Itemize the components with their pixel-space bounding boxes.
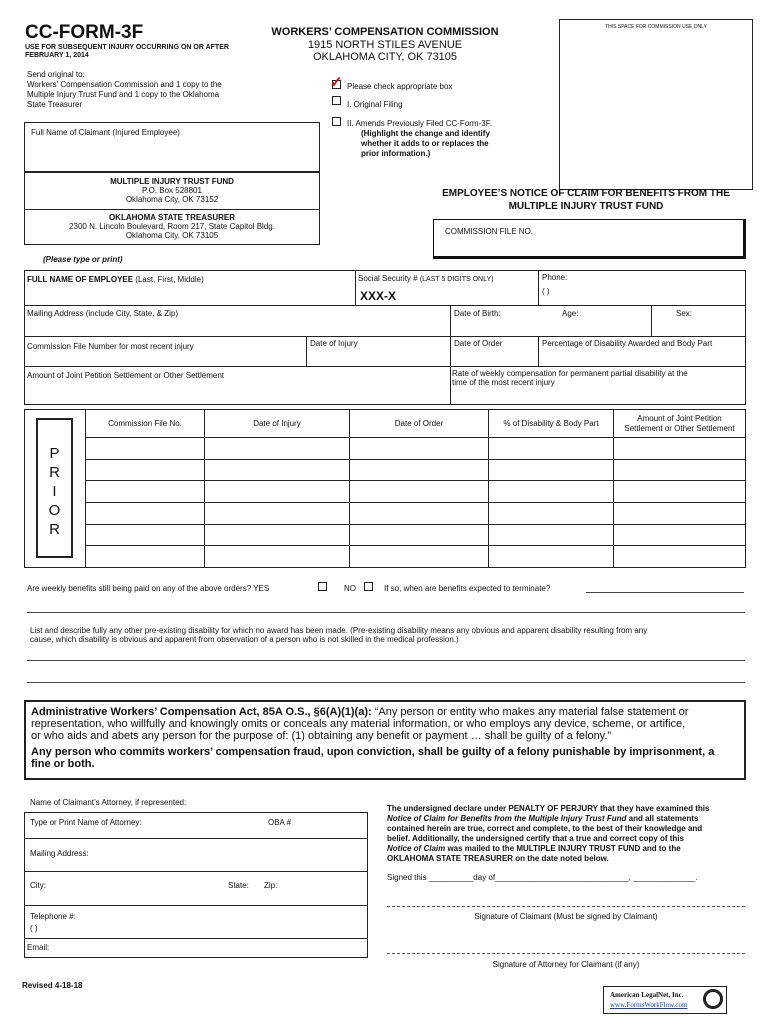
send-line-2: Workers’ Compensation Commission and 1 copy to the	[27, 80, 222, 89]
prior-header-doi: Date of Injury	[205, 410, 350, 438]
mitf-line-2: Oklahoma City, OK 73152	[125, 195, 219, 204]
table-row[interactable]	[86, 524, 746, 546]
use-for-date: FEBRUARY 1, 2014	[25, 52, 89, 59]
attorney-telephone-label[interactable]: Telephone #:	[30, 912, 76, 921]
ssn-hint: (LAST 5 DIGITS ONLY)	[419, 276, 494, 283]
statute-line-3: or who aids and abets any person for the purpose of: (1) obtaining any benefit or payment … shall be guilty of a felony.”	[31, 730, 612, 742]
attorney-telephone-paren[interactable]: ( )	[30, 924, 38, 933]
oba-label[interactable]: OBA #	[268, 818, 292, 827]
attorney-city-label[interactable]: City:	[30, 881, 46, 890]
table-row[interactable]	[86, 459, 746, 481]
statute-line-2: representation, who willfully and knowingly omits or conceals any material information, or who employs any device, scheme, or artifice,	[31, 718, 686, 730]
mitf-title: MULTIPLE INJURY TRUST FUND	[110, 177, 234, 186]
attorney-mailing-label[interactable]: Mailing Address:	[30, 849, 89, 858]
attorney-zip-label[interactable]: Zip:	[264, 881, 278, 890]
attorney-heading: Name of Claimant’s Attorney, if represented:	[30, 798, 187, 807]
cfn-recent-label[interactable]: Commission File Number for most recent injury	[27, 342, 194, 351]
mitf-address-box	[24, 172, 320, 210]
full-name-hint: (Last, First, Middle)	[133, 275, 204, 284]
prior-header-doo: Date of Order	[350, 410, 489, 438]
prior-header-disability: % of Disability & Body Part	[489, 410, 614, 438]
preexisting-line-2: cause, which disability is obvious and apparent from observation of a person who is not skilled in the medical profession.)	[30, 635, 459, 644]
please-type-note: (Please type or print)	[43, 255, 123, 264]
prior-table	[85, 409, 746, 568]
form-id: CC-FORM-3F	[25, 22, 144, 43]
attorney-email-label[interactable]: Email:	[27, 943, 50, 952]
treasurer-line-2: Oklahoma City, OK 73105	[125, 231, 219, 240]
claimant-name-label: Full Name of Claimant (Injured Employee)	[31, 128, 180, 137]
send-line-3: Multiple Injury Trust Fund and 1 copy to the Oklahoma	[27, 90, 220, 99]
agency-address-1: 1915 NORTH STILES AVENUE	[307, 39, 463, 51]
rate-weekly-label-2: time of the most recent injury	[452, 378, 555, 387]
send-line-4: State Treasurer	[27, 100, 83, 109]
option-amends: II. Amends Previously Filed CC-Form-3F.	[347, 119, 492, 128]
attorney-name-label[interactable]: Type or Print Name of Attorney:	[30, 818, 142, 827]
checkbox-original-filing[interactable]	[332, 96, 341, 105]
attorney-signature-line[interactable]	[387, 953, 745, 954]
notice-title-2: MULTIPLE INJURY TRUST FUND	[508, 201, 664, 212]
checkbox-no[interactable]	[364, 582, 373, 591]
full-name-field[interactable]	[27, 275, 204, 284]
terminate-label: If so, when are benefits expected to terminate?	[384, 584, 551, 593]
agency-address-2: OKLAHOMA CITY, OK 73105	[312, 51, 458, 63]
treasurer-title: OKLAHOMA STATE TREASURER	[108, 213, 236, 222]
checkbox-yes[interactable]	[318, 582, 327, 591]
commission-use-label: THIS SPACE FOR COMMISSION USE ONLY	[605, 24, 707, 30]
use-for-text: USE FOR SUBSEQUENT INJURY OCCURRING ON OR AFTER	[25, 44, 229, 51]
age-label[interactable]: Age:	[562, 309, 579, 318]
statute-cite: Administrative Workers’ Compensation Act, 85A O.S., §6(A)(1)(a):	[31, 706, 372, 718]
send-line-1: Send original to:	[27, 70, 85, 79]
dob-label[interactable]: Date of Birth:	[454, 309, 501, 318]
prior-letters: P R I O R	[48, 445, 61, 538]
phone-label: Phone:	[542, 273, 568, 282]
treasurer-address-box	[24, 209, 320, 245]
doo-label[interactable]: Date of Order	[454, 339, 503, 348]
ssn-prefix: XXX-X	[360, 289, 397, 303]
publisher-logo-icon	[703, 989, 723, 1009]
claimant-signature-label: Signature of Claimant (Must be signed by Claimant)	[474, 912, 658, 921]
revised-date: Revised 4-18-18	[22, 981, 83, 990]
attorney-signature-label: Signature of Attorney for Claimant (if any)	[492, 960, 640, 969]
benefits-no-label: NO	[344, 584, 356, 593]
statute-line-1: Administrative Workers’ Compensation Act, 85A O.S., §6(A)(1)(a): “Any person or entity who makes any material false statement or	[31, 706, 689, 718]
preexisting-field-1[interactable]	[27, 660, 745, 661]
sex-label[interactable]: Sex:	[676, 309, 693, 318]
full-name-label: FULL NAME OF EMPLOYEE	[27, 275, 134, 284]
benefits-question: Are weekly benefits still being paid on any of the above orders? YES	[27, 584, 270, 593]
agency-name: WORKERS’ COMPENSATION COMMISSION	[271, 26, 499, 38]
ssn-label: Social Security #	[358, 274, 420, 283]
option-original-filing: I. Original Filing	[347, 100, 403, 109]
fraud-warning-2: fine or both.	[31, 758, 95, 770]
claimant-name-field[interactable]	[24, 122, 320, 172]
notice-title-1: EMPLOYEE’S NOTICE OF CLAIM FOR BENEFITS FROM THE	[442, 188, 730, 199]
attorney-box	[24, 812, 368, 958]
terminate-field[interactable]	[586, 592, 744, 593]
mailing-address-label[interactable]: Mailing Address (include City, State, & Zip)	[27, 309, 179, 318]
checkbox-amends[interactable]	[332, 117, 341, 126]
pct-disability-label[interactable]: Percentage of Disability Awarded and Body Part	[542, 339, 713, 348]
checkmark-icon: ✓	[330, 74, 343, 91]
claimant-signature-line[interactable]	[387, 906, 745, 907]
joint-petition-label[interactable]: Amount of Joint Petition Settlement or Other Settlement	[27, 371, 224, 380]
table-row[interactable]	[86, 546, 746, 568]
fraud-warning-1: Any person who commits workers’ compensation fraud, upon conviction, shall be guilty of a felony punishable by imprisonment, a	[31, 746, 715, 758]
option-amends-line-2: (Highlight the change and identify	[361, 129, 490, 138]
doi-label[interactable]: Date of Injury	[310, 339, 358, 348]
prior-header-settlement: Amount of Joint Petition Settlement or Other Settlement	[614, 410, 746, 438]
ssn-field[interactable]	[358, 274, 493, 283]
prior-label-box	[36, 418, 73, 558]
publisher-name: American LegalNet, Inc.	[610, 991, 684, 999]
preexisting-line-1: List and describe fully any other pre-existing disability for which no award has been made. (Pre-existing disability means any obvious and apparent disability resulting from any	[30, 626, 648, 635]
commission-file-no-field[interactable]	[433, 219, 746, 259]
declaration-text: The undersigned declare under PENALTY OF PERJURY that they have examined this Notice of Claim for Benefits from the Multiple Injury Trust Fund and all statements contained herein are true, correct and complete, to the best of their knowledge and belief. Additionally, the undersigned certify that a true and correct copy of this Notice of Claim was mailed to the MULTIPLE INJURY TRUST FUND and to the OKLAHOMA STATE TREASURER on the date noted below.	[387, 804, 710, 863]
option-amends-line-4: prior information.)	[361, 149, 431, 158]
table-row[interactable]	[86, 502, 746, 524]
option-amends-line-3: whether it adds to or replaces the	[361, 139, 489, 148]
treasurer-line-1: 2300 N. Lincoln Boulevard, Room 217, State Capitol Bldg.	[69, 222, 275, 231]
publisher-badge	[603, 986, 727, 1014]
check-prompt: Please check appropriate box	[347, 82, 453, 91]
publisher-site[interactable]: www.FormsWorkFlow.com	[610, 1001, 688, 1009]
benefits-extra-line[interactable]	[27, 612, 745, 613]
commission-file-no-label: COMMISSION FILE NO.	[445, 227, 534, 236]
signed-date-field[interactable]: Signed this __________day of______________________________, ______________.	[387, 873, 698, 882]
attorney-state-label[interactable]: State:	[228, 881, 249, 890]
commission-use-box	[559, 19, 753, 190]
phone-paren[interactable]: ( )	[542, 287, 550, 296]
table-row[interactable]	[86, 438, 746, 460]
prior-header-file-no: Commission File No.	[86, 410, 205, 438]
table-row[interactable]	[86, 481, 746, 503]
mitf-line-1: P.O. Box 528801	[142, 186, 202, 195]
rate-weekly-label[interactable]: Rate of weekly compensation for permanent partial disability at the	[452, 369, 688, 378]
preexisting-field-2[interactable]	[27, 682, 745, 683]
